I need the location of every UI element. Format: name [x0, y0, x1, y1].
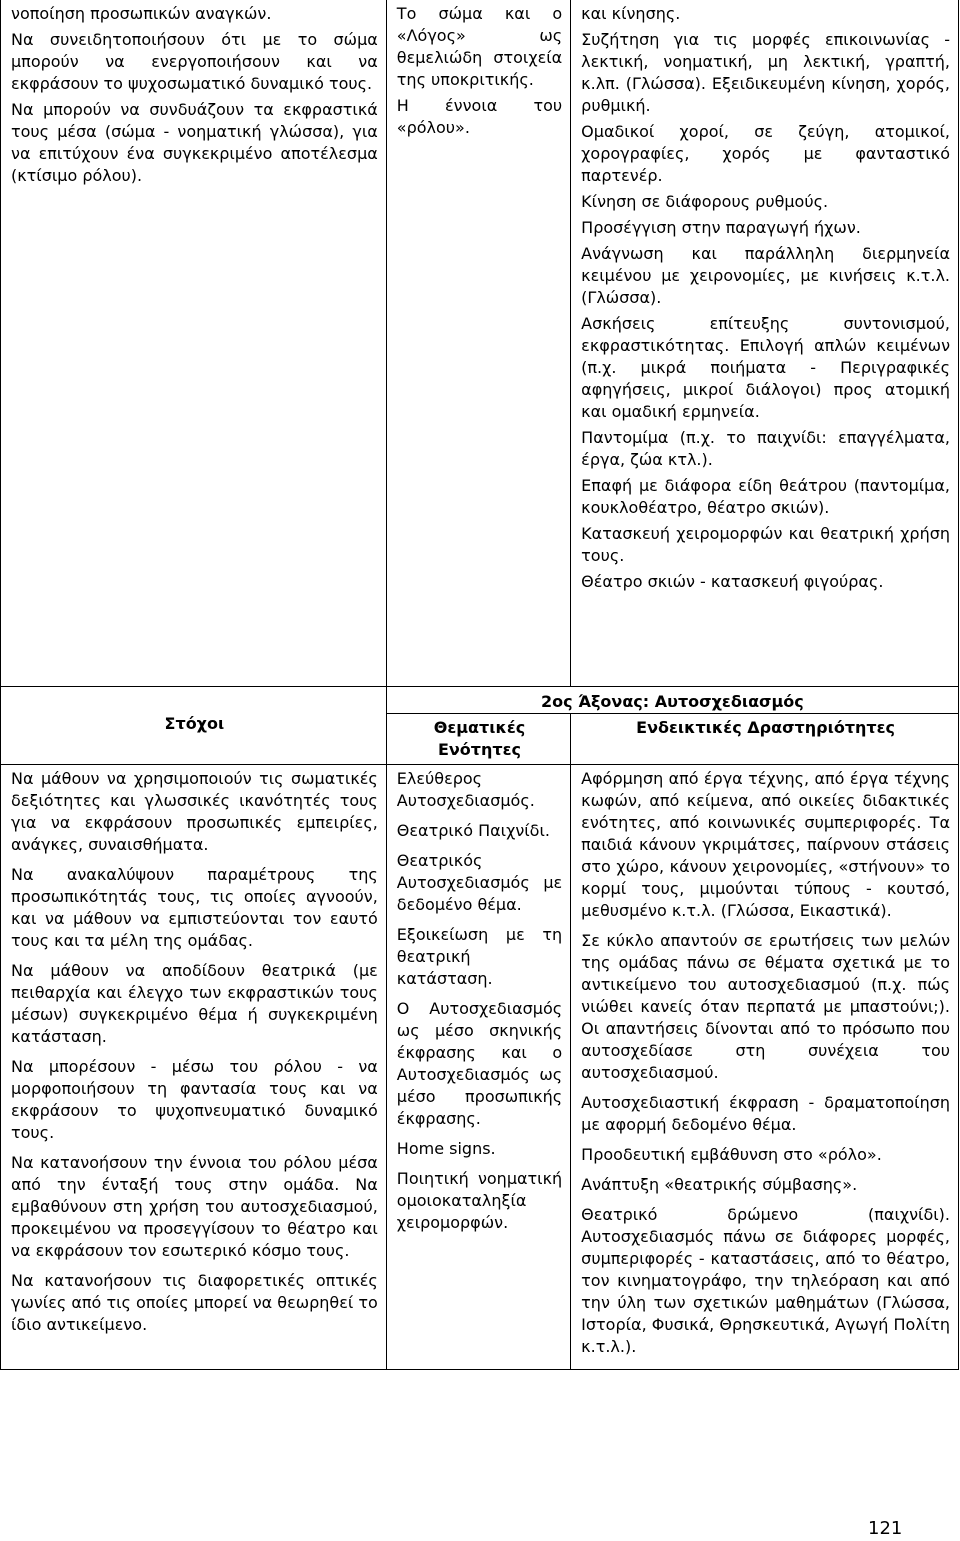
- paragraph: Προσέγγιση στην παραγωγή ήχων.: [581, 218, 861, 237]
- units-cell: [386, 764, 570, 1369]
- units-cell-top: [386, 0, 570, 686]
- paragraph: Κίνηση σε διάφορους ρυθμούς.: [581, 192, 829, 211]
- paragraph: Ο Αυτοσχεδιασμός ως μέσο σκηνικής έκφρασης και ο Αυτοσχεδιασμός ως μέσο προσωπικής έκφρασης.: [396, 998, 563, 1128]
- paragraph: Επαφή με διάφορα είδη θεάτρου (παντομίμα, κουκλοθέατρο, θέατρο σκιών).: [581, 476, 950, 517]
- paragraph: Να κατανοήσουν την έννοια του ρόλου μέσα από την ένταξή τους στην ομάδα. Να εμβαθύνουν στη χρήση του αυτοσχεδιασμού, προκειμένου να προσεγγίσουν το θέατρο και να εκφράσουν τον εσωτερικό κόσμο τους.: [11, 1152, 378, 1260]
- paragraph: Ασκήσεις επίτευξης συντονισμού, εκφραστικότητας. Επιλογή απλών κειμένων (π.χ. μικρά ποιήματα - Περιγραφικές αφηγήσεις, μικροί διάλογοι) προς ατομική και ομαδική ερμηνεία.: [581, 314, 950, 421]
- axis-title-row: [1, 686, 959, 713]
- paragraph: Παντομίμα (π.χ. το παιχνίδι: επαγγέλματα, έργα, ζώα κτλ.).: [581, 428, 950, 469]
- paragraph: Η έννοια του «ρόλου».: [396, 96, 563, 137]
- paragraph: Να μπορούν να συνδυάζουν τα εκφραστικά τους μέσα (σώμα - νοηματική γλώσσα), για να επιτύχουν ένα συγκεκριμένο αποτέλεσμα (κτίσιμο ρόλου).: [11, 100, 378, 185]
- goals-cell-top: [1, 0, 387, 686]
- goals-cell: [1, 764, 387, 1369]
- paragraph: Συζήτηση για τις μορφές επικοινωνίας - λεκτική, νοηματική, μη λεκτική, γραπτή, κ.λπ. (Γλώσσα). Εξειδικευμένη κίνηση, χορός, ρυθμική.: [581, 30, 950, 115]
- paragraph: Home signs.: [396, 1138, 496, 1158]
- paragraph: Ελεύθερος Αυτοσχεδιασμός.: [396, 768, 535, 810]
- paragraph: Προοδευτική εμβάθυνση στο «ρόλο».: [581, 1144, 882, 1164]
- paragraph: Θεατρικό δρώμενο (παιχνίδι). Αυτοσχεδιασμός πάνω σε διάφορες μορφές, συμπεριφορές - καταστάσεις, από το θέατρο, τον κινηματογράφο, την τηλεόραση και από την ύλη των σχετικών μαθημάτων (Γλώσσα, Ιστορία, Φυσικά, Θρησκευτικά, Αγωγή Πολίτη κ.τ.λ.).: [581, 1204, 950, 1356]
- paragraph: νοποίηση προσωπικών αναγκών.: [11, 4, 272, 23]
- paragraph: Ανάπτυξη «θεατρικής σύμβασης».: [581, 1174, 858, 1194]
- activities-cell-top: [571, 0, 959, 686]
- table-row: [1, 764, 959, 1369]
- paragraph: Σε κύκλο απαντούν σε ερωτήσεις των μελών της ομάδας πάνω σε θέματα σχετικά με το αντικείμενο του αυτοσχεδιασμού (π.χ. πώς νιώθει κανείς όταν περπατά με μπαστούνι;). Οι απαντήσεις δίνονται από το πρόσωπο που αυτοσχεδίασε στη συνέχεια του αυτοσχεδιασμού.: [581, 930, 950, 1082]
- paragraph: Να μπορέσουν - μέσω του ρόλου - να μορφοποιήσουν τη φαντασία τους και να εκφράσουν το ψυχοπνευματικό δυναμικό τους.: [11, 1056, 378, 1142]
- paragraph: Εξοικείωση με τη θεατρική κατάσταση.: [396, 924, 563, 988]
- paragraph: Θέατρο σκιών - κατασκευή φιγούρας.: [581, 572, 884, 591]
- paragraph: Αφόρμηση από έργα τέχνης, από έργα τέχνης κωφών, από κείμενα, από οικείες διδακτικές ενότητες, από κοινωνικές συμπεριφορές. Τα παιδιά κάνουν γκριμάτσες, παίρνουν στάσεις στο χώρο, κάνουν χειρονομίες, «στήνουν» το κορμί τους, μιμούνται τύπους - κουτσό, μεθυσμένο κ.τ.λ. (Γλώσσα, Εικαστικά).: [581, 768, 950, 920]
- paragraph: Ομαδικοί χοροί, σε ζεύγη, ατομικοί, χορογραφίες, χορός με φανταστικό παρτενέρ.: [581, 122, 950, 185]
- activities-cell: [571, 764, 959, 1369]
- paragraph: Αυτοσχεδιαστική έκφραση - δραματοποίηση με αφορμή δεδομένο θέμα.: [581, 1092, 950, 1134]
- paragraph: Να ανακαλύψουν παραμέτρους της προσωπικότητάς τους, τις οποίες αγνοούν, και να μάθουν να εμπιστεύονται τον εαυτό τους και τα μέλη της ομάδας.: [11, 864, 378, 950]
- paragraph: Να μάθουν να αποδίδουν θεατρικά (με πειθαρχία και έλεγχο των εκφραστικών τους μέσων) συγκεκριμένο θέμα ή συγκεκριμένη κατάσταση.: [11, 960, 378, 1046]
- units-header: Θεματικές Ενότητες: [386, 713, 570, 764]
- activities-header: Ενδεικτικές Δραστηριότητες: [571, 713, 959, 764]
- paragraph: Να συνειδητοποιήσουν ότι με το σώμα μπορούν να ενεργοποιήσουν και να εκφράσουν το ψυχοσωματικό δυναμικό τους.: [11, 30, 378, 93]
- paragraph: Να κατανοήσουν τις διαφορετικές οπτικές γωνίες από τις οποίες μπορεί να θεωρηθεί το ίδιο αντικείμενο.: [11, 1270, 378, 1334]
- paragraph: Θεατρικό Παιχνίδι.: [396, 820, 550, 840]
- paragraph: και κίνησης.: [581, 4, 681, 23]
- paragraph: Θεατρικός Αυτοσχεδιασμός με δεδομένο θέμα.: [396, 850, 563, 914]
- paragraph: Το σώμα και ο «Λόγος» ως θεμελιώδη στοιχεία της υποκριτικής.: [396, 4, 563, 89]
- paragraph: Ποιητική νοηματική ομοιοκαταληξία χειρομορφών.: [396, 1168, 563, 1232]
- paragraph: Να μάθουν να χρησιμοποιούν τις σωματικές δεξιότητες και γλωσσικές ικανότητές τους για να εκφράσουν προσωπικές εμπειρίες, ανάγκες, συναισθήματα.: [11, 768, 378, 854]
- page-number: 121: [868, 1518, 903, 1539]
- axis-title: 2ος Άξονας: Αυτοσχεδιασμός: [386, 686, 958, 713]
- paragraph: Κατασκευή χειρομορφών και θεατρική χρήση τους.: [581, 524, 950, 565]
- table-row: [1, 0, 959, 686]
- paragraph: Ανάγνωση και παράλληλη διερμηνεία κειμένου με χειρονομίες, με κινήσεις κ.τ.λ. (Γλώσσα).: [581, 244, 950, 307]
- goals-header: Στόχοι: [1, 686, 387, 764]
